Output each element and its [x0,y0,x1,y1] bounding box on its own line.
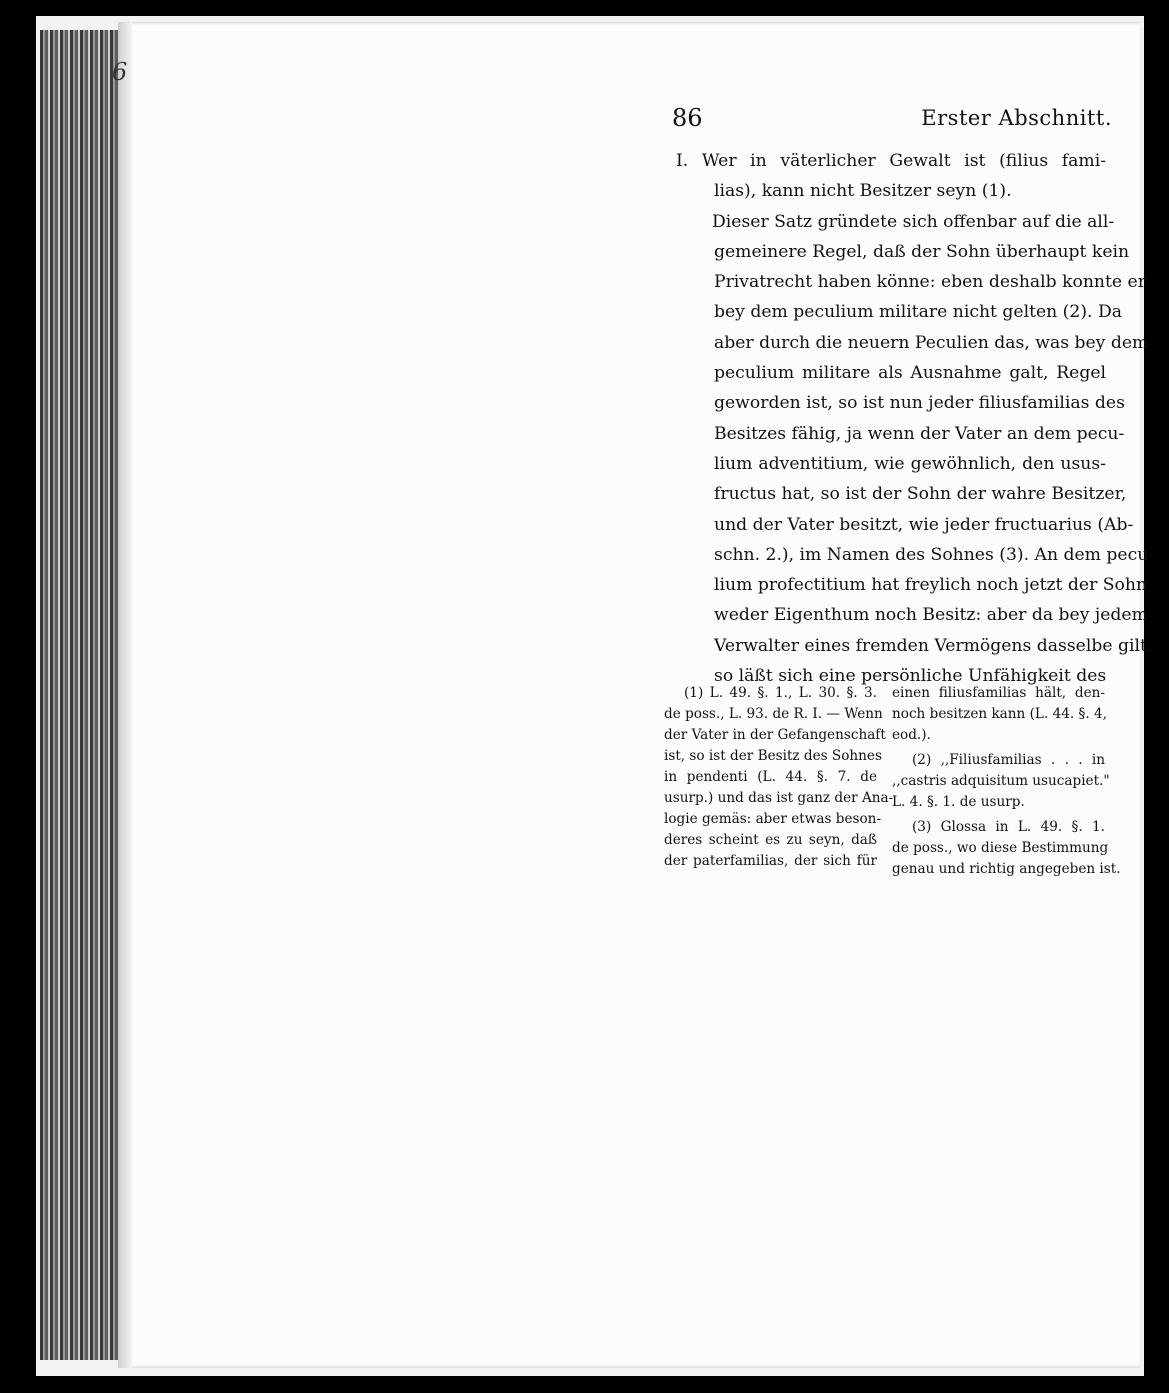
text-line: weder Eigenthum noch Besitz: aber da bey jedem [714,605,1148,626]
text-line: Dieser Satz gründete sich offenbar auf die all- [712,211,1115,232]
text-line: gemeinere Regel, daß der Sohn überhaupt kein [714,241,1130,262]
page-number: 86 [672,104,703,132]
footnote-line: eod.). [892,727,931,743]
text-line: fructus hat, so ist der Sohn der wahre Besitzer, [714,484,1127,505]
text-line: bey dem peculium militare nicht gelten (2). Da [714,302,1122,323]
footnote-line: de poss., L. 93. de R. I. — Wenn [664,706,883,722]
text-line: so läßt sich eine persönliche Unfähigkeit des [714,666,1107,687]
text-line: Privatrecht haben könne: eben deshalb konnte er [714,272,1146,293]
main-text [676,146,1155,691]
text-line: peculium militare als Ausnahme galt, Regel [714,363,1106,384]
footnote-line: (3) Glossa in L. 49. §. 1. [912,819,1105,835]
footnote-line: (1) L. 49. §. 1., L. 30. §. 3. [684,685,877,701]
text-line: lium adventitium, wie gewöhnlich, den usus- [714,453,1106,474]
footnote-line: de poss., wo diese Bestimmung [892,840,1109,856]
footnote-line: der paterfamilias, der sich für [664,853,877,869]
footnote-line: L. 4. §. 1. de usurp. [892,794,1025,810]
footnote-line: ist, so ist der Besitz des Sohnes [664,748,882,764]
footnote-column-left [664,683,894,872]
footnote-line: logie gemäs: aber etwas beson- [664,811,882,827]
footnote-line: deres scheint es zu seyn, daß [664,832,877,848]
text-line: geworden ist, so ist nun jeder filiusfamilias des [714,393,1125,414]
page-header [672,104,1112,134]
text-line: lium profectitium hat freylich noch jetzt der Sohn [714,575,1148,596]
text-line: aber durch die neuern Peculien das, was bey dem [714,332,1149,353]
margin-mark: 6 [112,58,128,86]
footnote-line: noch besitzen kann (L. 44. §. 4, [892,706,1107,722]
footnote-line: (2) ,,Filiusfamilias . . . in [912,752,1105,768]
footnote-line: einen filiusfamilias hält, den- [892,685,1105,701]
text-line: Besitzes fähig, ja wenn der Vater an dem pecu- [714,423,1125,444]
footnote-line: in pendenti (L. 44. §. 7. de [664,769,877,785]
page-gutter-shadow [118,22,132,1368]
text-line: Verwalter eines fremden Vermögens dasselbe gilt, [714,635,1153,656]
running-head: Erster Abschnitt. [921,106,1112,130]
footnote-line: ,,castris adquisitum usucapiet." [892,773,1110,789]
footnote-line: der Vater in der Gefangenschaft [664,727,886,743]
text-line: I. Wer in väterlicher Gewalt ist (filius fami- [676,151,1106,171]
footnote-column-right [892,683,1121,880]
text-line: lias), kann nicht Besitzer seyn (1). [714,181,1012,202]
footnote-line: usurp.) und das ist ganz der Ana- [664,790,894,806]
text-line: schn. 2.), im Namen des Sohnes (3). An dem pecu- [714,544,1155,565]
footnote-line: genau und richtig angegeben ist. [892,861,1121,877]
text-line: und der Vater besitzt, wie jeder fructuarius (Ab- [714,514,1134,535]
